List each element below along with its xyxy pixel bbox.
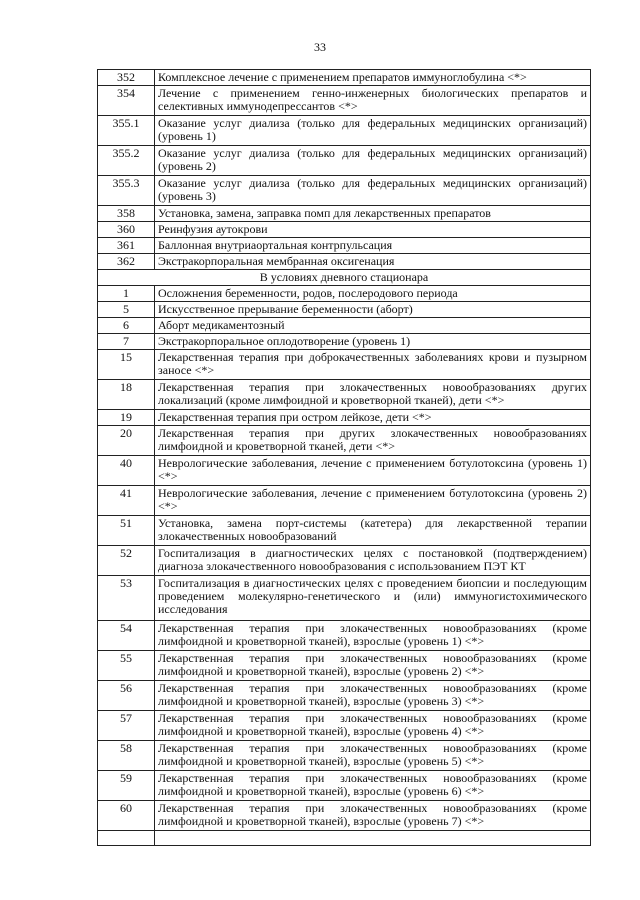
row-number: 59 [98,771,155,801]
row-description: Лекарственная терапия при злокачественных новообразованиях других локализаций (кроме лимфоидной и кроветворной тканей), дети <*> [155,380,591,410]
row-number: 352 [98,70,155,86]
row-number: 58 [98,741,155,771]
row-description: Экстракорпоральная мембранная оксигенация [155,254,591,270]
row-number: 54 [98,621,155,651]
row-description: Экстракорпоральное оплодотворение (уровень 1) [155,334,591,350]
row-description: Неврологические заболевания, лечение с применением ботулотоксина (уровень 2) <*> [155,486,591,516]
row-number: 361 [98,238,155,254]
row-description: Комплексное лечение с применением препаратов иммуноглобулина <*> [155,70,591,86]
row-description: Лекарственная терапия при доброкачественных заболеваниях крови и пузырном заносе <*> [155,350,591,380]
row-description: Установка, замена порт-системы (катетера) для лекарственной терапии злокачественных новообразований [155,516,591,546]
row-description: Аборт медикаментозный [155,318,591,334]
row-number: 52 [98,546,155,576]
table-row [98,380,591,410]
row-number: 53 [98,576,155,621]
row-description: Осложнения беременности, родов, послеродового периода [155,286,591,302]
row-description: Госпитализация в диагностических целях с постановкой (подтверждением) диагноза злокачественного новообразования с использованием ПЭТ КТ [155,546,591,576]
table-row [98,70,591,86]
table-row [98,410,591,426]
row-number: 41 [98,486,155,516]
row-description: Реинфузия аутокрови [155,222,591,238]
table-row [98,318,591,334]
table-row [98,116,591,146]
row-number: 19 [98,410,155,426]
row-number: 362 [98,254,155,270]
row-description: Лекарственная терапия при злокачественных новообразованиях (кроме лимфоидной и кроветворной тканей), взрослые (уровень 1) <*> [155,621,591,651]
row-number: 51 [98,516,155,546]
table-row [98,801,591,831]
row-number: 6 [98,318,155,334]
row-number: 40 [98,456,155,486]
row-description: Лекарственная терапия при злокачественных новообразованиях (кроме лимфоидной и кроветворной тканей), взрослые (уровень 5) <*> [155,741,591,771]
tariff-table [97,69,591,846]
row-description: Лекарственная терапия при злокачественных новообразованиях (кроме лимфоидной и кроветворной тканей), взрослые (уровень 2) <*> [155,651,591,681]
table-row [98,621,591,651]
row-description: Баллонная внутриаортальная контрпульсация [155,238,591,254]
table-row [98,254,591,270]
row-number: 355.3 [98,176,155,206]
row-description: Оказание услуг диализа (только для федеральных медицинских организаций) (уровень 2) [155,146,591,176]
table-row [98,206,591,222]
row-number: 358 [98,206,155,222]
blank-cell [98,831,155,846]
table-row [98,146,591,176]
row-description: Лекарственная терапия при злокачественных новообразованиях (кроме лимфоидной и кроветворной тканей), взрослые (уровень 7) <*> [155,801,591,831]
row-number: 360 [98,222,155,238]
table-row [98,302,591,318]
row-description: Установка, замена, заправка помп для лекарственных препаратов [155,206,591,222]
table-row [98,711,591,741]
table-row [98,516,591,546]
table-row [98,741,591,771]
row-number: 55 [98,651,155,681]
row-number: 57 [98,711,155,741]
row-number: 7 [98,334,155,350]
table-row [98,350,591,380]
section-title: В условиях дневного стационара [98,270,591,286]
table-row [98,426,591,456]
row-description: Лекарственная терапия при злокачественных новообразованиях (кроме лимфоидной и кроветворной тканей), взрослые (уровень 6) <*> [155,771,591,801]
row-description: Лекарственная терапия при злокачественных новообразованиях (кроме лимфоидной и кроветворной тканей), взрослые (уровень 4) <*> [155,711,591,741]
row-description: Лечение с применением генно-инженерных биологических препаратов и селективных иммунодепрессантов <*> [155,86,591,116]
table-row [98,771,591,801]
row-number: 20 [98,426,155,456]
row-number: 56 [98,681,155,711]
row-description: Оказание услуг диализа (только для федеральных медицинских организаций) (уровень 3) [155,176,591,206]
table-row [98,681,591,711]
table-row [98,176,591,206]
table-row [98,651,591,681]
row-description: Оказание услуг диализа (только для федеральных медицинских организаций) (уровень 1) [155,116,591,146]
row-number: 5 [98,302,155,318]
row-number: 355.1 [98,116,155,146]
row-description: Лекарственная терапия при злокачественных новообразованиях (кроме лимфоидной и кроветворной тканей), взрослые (уровень 3) <*> [155,681,591,711]
blank-row [98,831,591,846]
table-row [98,222,591,238]
table-row [98,286,591,302]
row-number: 18 [98,380,155,410]
row-number: 355.2 [98,146,155,176]
row-number: 354 [98,86,155,116]
table-row [98,238,591,254]
row-number: 60 [98,801,155,831]
row-number: 15 [98,350,155,380]
table-row [98,576,591,621]
blank-cell [155,831,591,846]
row-number: 1 [98,286,155,302]
section-header-row [98,270,591,286]
table-row [98,456,591,486]
page-number: 33 [314,40,326,54]
row-description: Госпитализация в диагностических целях с проведением биопсии и последующим проведением молекулярно-генетического и (или) иммуногистохимического исследования [155,576,591,621]
row-description: Лекарственная терапия при других злокачественных новообразованиях лимфоидной и кроветворной тканей, дети <*> [155,426,591,456]
row-description: Искусственное прерывание беременности (аборт) [155,302,591,318]
table-row [98,86,591,116]
table-row [98,486,591,516]
row-description: Неврологические заболевания, лечение с применением ботулотоксина (уровень 1) <*> [155,456,591,486]
table-row [98,546,591,576]
row-description: Лекарственная терапия при остром лейкозе, дети <*> [155,410,591,426]
table-row [98,334,591,350]
